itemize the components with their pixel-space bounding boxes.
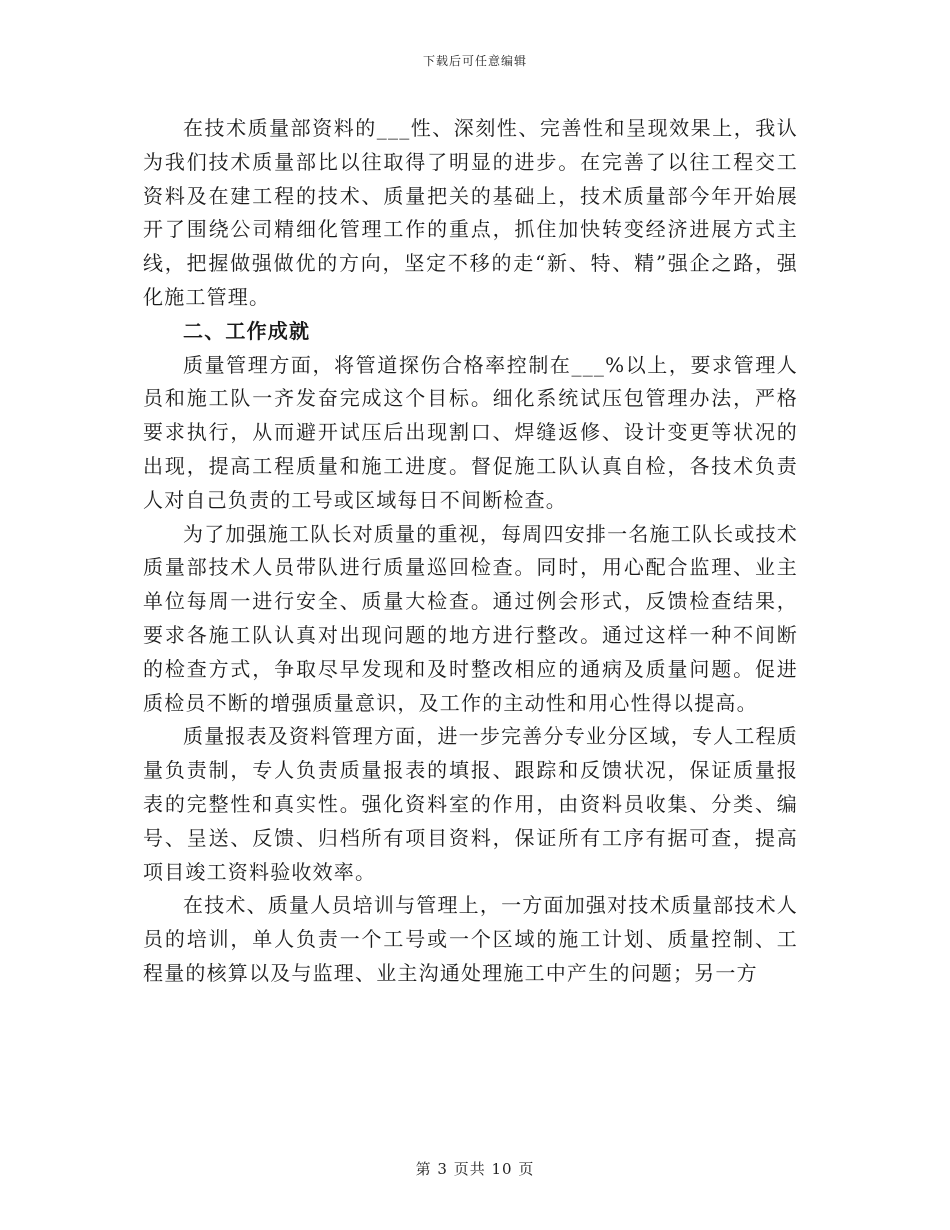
- page-number: 第 3 页共 10 页: [415, 1160, 535, 1178]
- section-heading: 二、工作成就: [183, 318, 311, 343]
- paragraph-4: 质量报表及资料管理方面，进一步完善分专业分区域，专人工程质量负责制，专人负责质量报表的填报、跟踪和反馈状况，保证质量报表的完整性和真实性。强化资料室的作用，由资料员收集、分类、编号、呈送、反馈、归档所有项目资料，保证所有工序有据可查，提高项目竣工资料验收效率。: [143, 724, 798, 884]
- paragraph-2: 质量管理方面，将管道探伤合格率控制在___%以上，要求管理人员和施工队一齐发奋完成这个目标。细化系统试压包管理办法，严格要求执行，从而避开试压后出现割口、焊缝返修、设计变更等状况的出现，提高工程质量和施工进度。督促施工队认真自检，各技术负责人对自己负责的工号或区域每日不间断检查。: [143, 352, 798, 512]
- page-header: 下载后可任意编辑: [422, 54, 527, 68]
- paragraph-5: 在技术、质量人员培训与管理上，一方面加强对技术质量部技术人员的培训，单人负责一个工号或一个区域的施工计划、质量控制、工程量的核算以及与监理、业主沟通处理施工中产生的问题；另一方: [143, 893, 798, 985]
- document-body: [143, 112, 798, 991]
- paragraph-3: 为了加强施工队长对质量的重视，每周四安排一名施工队长或技术质量部技术人员带队进行质量巡回检查。同时，用心配合监理、业主单位每周一进行安全、质量大检查。通过例会形式，反馈检查结果，要求各施工队认真对出现问题的地方进行整改。通过这样一种不间断的检查方式，争取尽早发现和及时整改相应的通病及质量问题。促进质检员不断的增强质量意识，及工作的主动性和用心性得以提高。: [143, 521, 798, 715]
- paragraph-1: 在技术质量部资料的___性、深刻性、完善性和呈现效果上，我认为我们技术质量部比以往取得了明显的进步。在完善了以往工程交工资料及在建工程的技术、质量把关的基础上，技术质量部今年开始展开了围绕公司精细化管理工作的重点，抓住加快转变经济进展方式主线，把握做强做优的方向，坚定不移的走“新、特、精”强企之路，强化施工管理。: [143, 116, 798, 309]
